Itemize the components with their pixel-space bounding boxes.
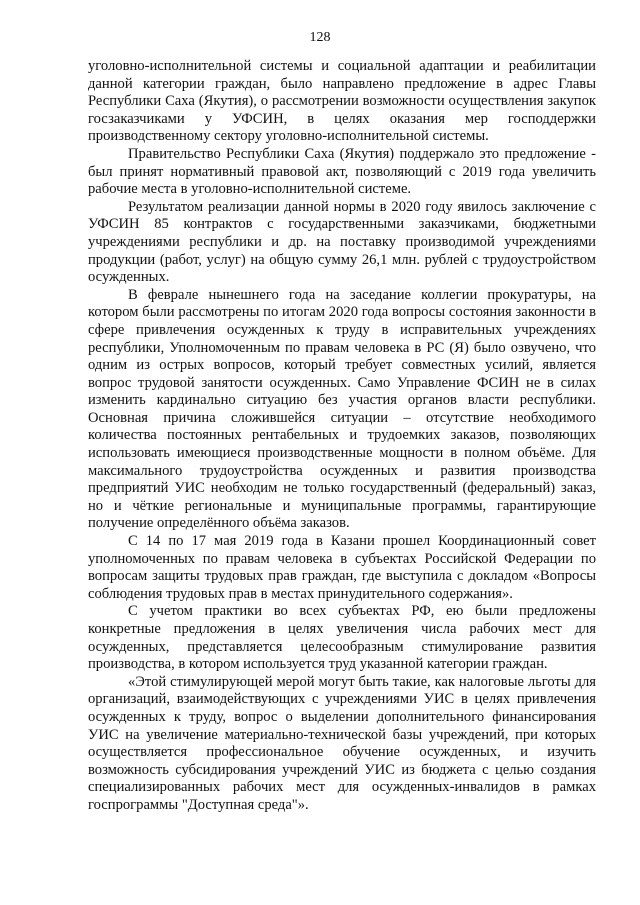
- paragraph-kazan-council: С 14 по 17 мая 2019 года в Казани прошел Координационный совет уполномоченных по правам человека в субъектах Российской Федерации по вопросам защиты трудовых прав граждан, где выступила с докладом «Вопросы соблюдения трудовых прав в местах принудительного содержания».: [88, 533, 596, 602]
- paragraph-prosecutor-board: В феврале нынешнего года на заседание коллегии прокуратуры, на котором были рассмотрены по итогам 2020 года вопросы состояния законности в сфере привлечения осужденных к труду в исправительных учреждениях республики, Уполномоченным по правам человека в РС (Я) было озвучено, что одним из острых вопросов, который требует совместных усилий, является вопрос трудовой занятости осужденных. Само Управление ФСИН не в силах изменить кардинально ситуацию без участия органов власти республики. Основная причина сложившейся ситуации – отсутствие необходимого количества постоянных рентабельных и трудоемких заказов, позволяющих использовать имеющиеся производственные мощности в полном объёме. Для максимального трудоустройства осужденных и развития производства предприятий УИС необходим не только государственный (федеральный) заказ, но и чёткие региональные и муниципальные программы, гарантирующие получение определённого объёма заказов.: [88, 286, 596, 532]
- page-number: 128: [309, 30, 331, 45]
- paragraph-quote-incentives: «Этой стимулирующей мерой могут быть такие, как налоговые льготы для организаций, взаимодействующих с учреждениями УИС в целях привлечения осужденных к труду, вопрос о выделении дополнительного финансирования УИС на увеличение материально-технической базы учреждений, при которых осуществляется профессиональное обучение осужденных, и изучить возможность субсидирования учреждений УИС из бюджета с целью создания специализированных рабочих мест для осужденных-инвалидов в рамках госпрограммы "Доступная среда"».: [88, 673, 596, 813]
- paragraph-proposals: С учетом практики во всех субъектах РФ, ею были предложены конкретные предложения в целях увеличения числа рабочих мест для осужденных, представляется целесообразным стимулирование развития производства, в котором используется труд указанной категории граждан.: [88, 603, 596, 673]
- document-body: [88, 58, 596, 815]
- paragraph-government-support: Правительство Республики Саха (Якутия) поддержало это предложение - был принят нормативный правовой акт, позволяющий с 2019 года увеличить рабочие места в уголовно-исполнительной системе.: [88, 145, 596, 198]
- paragraph-continuation: уголовно-исполнительной системы и социальной адаптации и реабилитации данной категории граждан, было направлено предложение в адрес Главы Республики Саха (Якутия), о рассмотрении возможности осуществления закупок госзаказчиками у УФСИН, в целях оказания мер господдержки производственному сектору уголовно-исполнительной системы.: [88, 58, 596, 145]
- paragraph-contracts-result: Результатом реализации данной нормы в 2020 году явилось заключение с УФСИН 85 контрактов с государственными заказчиками, бюджетными учреждениями республики и др. на поставку производимой учреждениями продукции (работ, услуг) на общую сумму 26,1 млн. рублей с трудоустройством осужденных.: [88, 198, 596, 286]
